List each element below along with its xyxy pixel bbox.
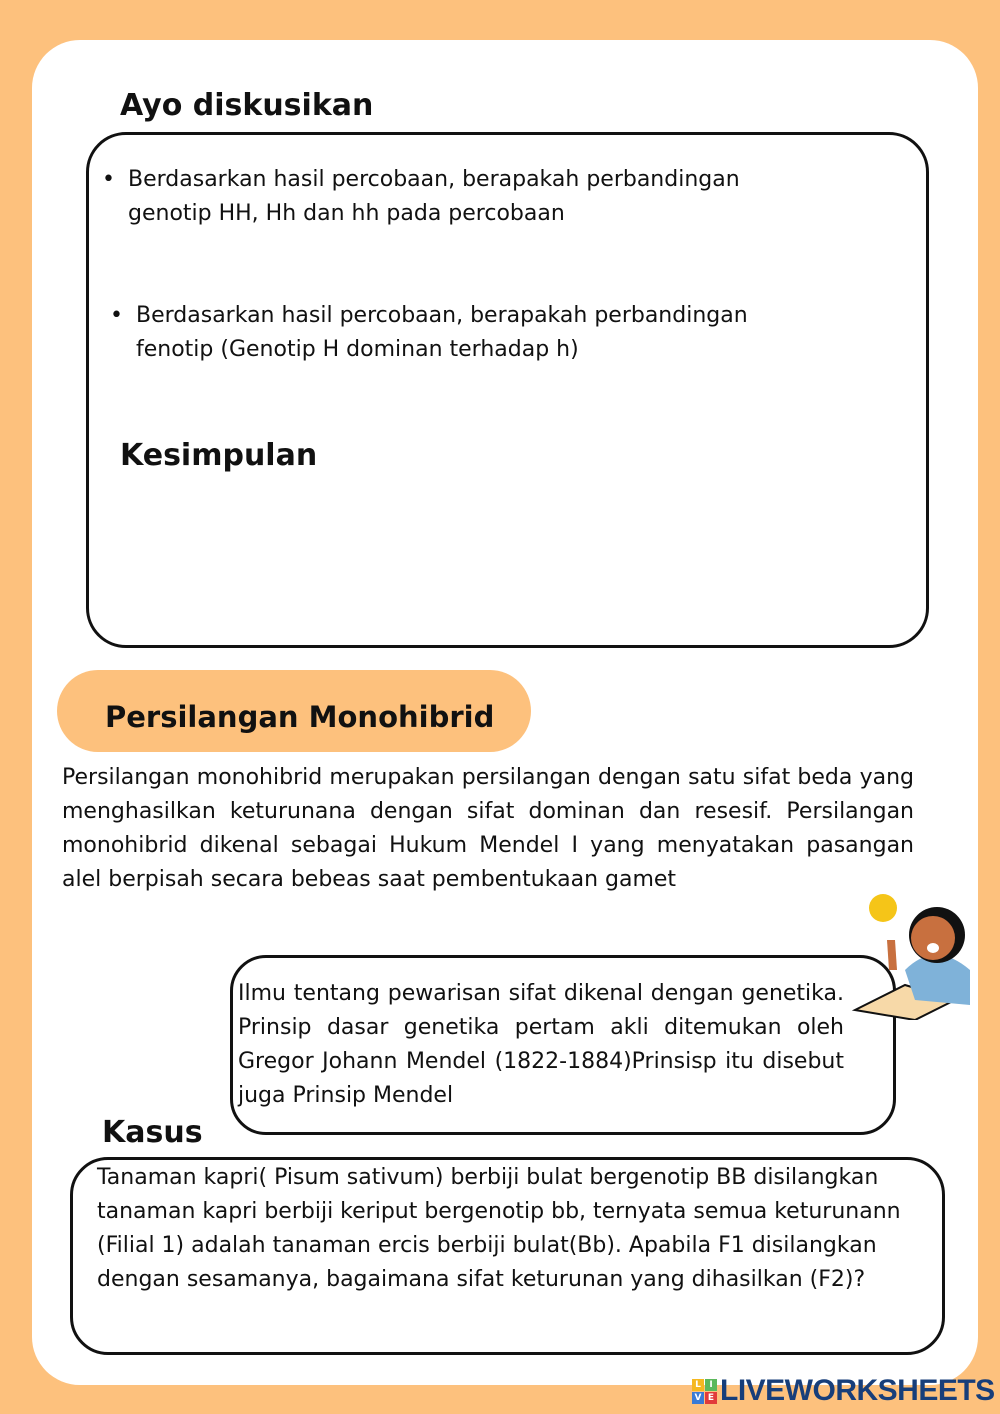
student-illustration-icon: [845, 880, 980, 1020]
monohybrid-paragraph: Persilangan monohibrid merupakan persilangan dengan satu sifat beda yang menghasilkan keturunana dengan sifat dominan dan resesif. Persilangan monohibrid dikenal sebagai Hukum Mendel I yang menyatakan pasangan alel berpisah secara bebeas saat pembentukaan gamet: [62, 765, 914, 892]
logo-letter: V: [692, 1392, 704, 1404]
logo-blocks-icon: [692, 1379, 717, 1404]
question-genotype: • Berdasarkan hasil percobaan, berapakah perbandingan genotip HH, Hh dan hh pada percobaan: [102, 163, 822, 231]
brand-name: LIVEWORKSHEETS: [720, 1374, 995, 1407]
question-phenotype: • Berdasarkan hasil percobaan, berapakah perbandingan fenotip (Genotip H dominan terhadap h): [110, 299, 830, 367]
conclusion-title: Kesimpulan: [120, 438, 318, 473]
case-text: Tanaman kapri( Pisum sativum) berbiji bulat bergenotip BB disilangkan tanaman kapri berbiji keriput bergenotip bb, ternyata semua keturunann (Filial 1) adalah tanaman ercis berbiji bulat(Bb). Apabila F1 disilangkan dengan sesamanya, bagaimana sifat keturunan yang dihasilkan (F2)?: [97, 1165, 901, 1292]
logo-letter: E: [705, 1392, 717, 1404]
case-title: Kasus: [102, 1115, 203, 1150]
logo-letter: L: [692, 1379, 704, 1391]
logo-letter: I: [705, 1379, 717, 1391]
info-text: Ilmu tentang pewarisan sifat dikenal dengan genetika. Prinsip dasar genetika pertam akli ditemukan oleh Gregor Johann Mendel (1822-1884)Prinsisp itu disebut juga Prinsip Mendel: [238, 981, 844, 1108]
discussion-title: Ayo diskusikan: [120, 88, 374, 123]
liveworksheets-logo: [692, 1374, 995, 1408]
monohybrid-title: Persilangan Monohibrid: [105, 700, 495, 734]
